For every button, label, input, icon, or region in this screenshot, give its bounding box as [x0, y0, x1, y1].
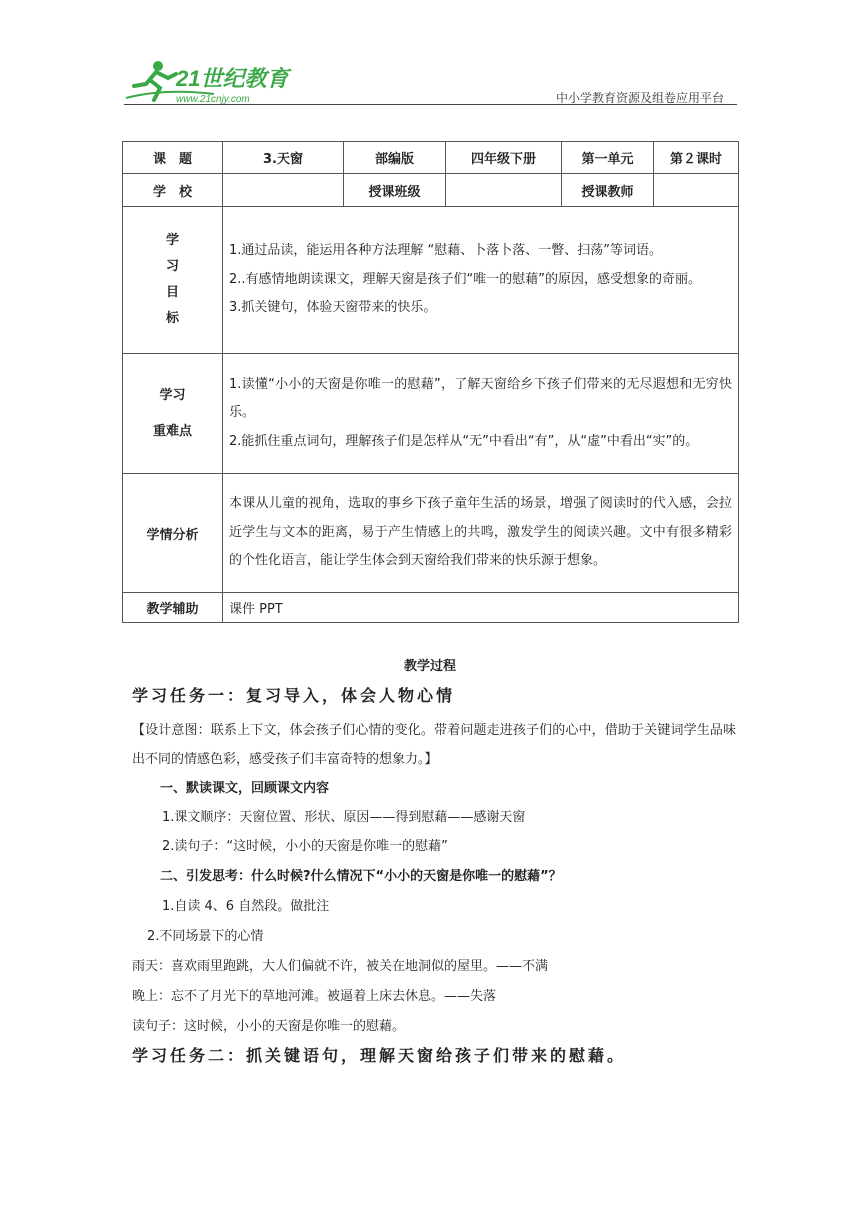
goals-content — [223, 207, 739, 354]
cell-teacher-label: 授课教师 — [562, 174, 654, 207]
site-logo — [124, 58, 294, 108]
aid-label: 教学辅助 — [123, 593, 223, 623]
aid-content: 课件 PPT — [223, 593, 739, 623]
key-points-content — [223, 354, 739, 474]
scene-night: 晚上：忘不了月光下的草地河滩。被逼着上床去休息。——失落 — [132, 989, 497, 1004]
step-two-item: 1.自读 4、6 自然段。做批注 — [162, 899, 330, 914]
cell-grade: 四年级下册 — [446, 142, 562, 174]
cell-edition: 部编版 — [344, 142, 446, 174]
read-sentence: 读句子：这时候，小小的天窗是你唯一的慰藉。 — [132, 1019, 406, 1034]
step-one-heading: 一、默读课文，回顾课文内容 — [160, 781, 330, 796]
task-one-heading: 学习任务一：复习导入，体会人物心情 — [132, 686, 456, 705]
cell-school-label: 学 校 — [123, 174, 223, 207]
table-row — [123, 174, 739, 207]
analysis-content: 本课从儿童的视角，选取的事乡下孩子童年生活的场景，增强了阅读时的代入感，会拉近学生与文本的距离，易于产生情感上的共鸣，激发学生的阅读兴趣。文中有很多精彩的个性化语言，能让学生体会到天窗给我们带来的快乐源于想象。 — [223, 474, 739, 593]
goals-label: 学 习 目 标 — [123, 207, 223, 354]
cell-topic-label: 课 题 — [123, 142, 223, 174]
cell-teacher-value — [654, 174, 739, 207]
analysis-label: 学情分析 — [123, 474, 223, 593]
goal-item: 3.抓关键句，体验天窗带来的快乐。 — [229, 300, 437, 316]
cell-school-value — [223, 174, 344, 207]
table-row — [123, 207, 739, 354]
table-row — [123, 474, 739, 593]
cell-class-label: 授课班级 — [344, 174, 446, 207]
step-one-item: 1.课文顺序：天窗位置、形状、原因——得到慰藉——感谢天窗 — [162, 810, 526, 825]
cell-period: 第２课时 — [654, 142, 739, 174]
key-point-item: 2.能抓住重点词句，理解孩子们是怎样从“无”中看出“有”，从“虚”中看出“实”的。 — [229, 433, 699, 449]
table-row — [123, 354, 739, 474]
key-points-label: 学习 重难点 — [123, 354, 223, 474]
scene-rain: 雨天：喜欢雨里跑跳，大人们偏就不许，被关在地洞似的屋里。——不满 — [132, 959, 549, 974]
logo-main-text: 21世纪教育 — [176, 66, 289, 91]
goal-item: 2..有感情地朗读课文，理解天窗是孩子们“唯一的慰藉”的原因，感受想象的奇丽。 — [229, 271, 702, 287]
goal-item: 1.通过品读，能运用各种方法理解 “慰藉、卜落卜落、一瞥、扫荡”等词语。 — [229, 243, 663, 259]
key-point-item: 1.读懂“小小的天窗是你唯一的慰藉”，了解天窗给乡下孩子们带来的无尽遐想和无穷快乐。 — [229, 376, 732, 421]
design-intent: 【设计意图：联系上下文，体会孩子们心情的变化。带着问题走进孩子们的心中，借助于关键词学生品味出不同的情感色彩，感受孩子们丰富奇特的想象力。】 — [132, 723, 736, 767]
cell-class-value — [446, 174, 562, 207]
header-divider — [124, 104, 737, 105]
logo-url-text: www.21cnjy.com — [176, 94, 250, 105]
process-title: 教学过程 — [403, 659, 456, 674]
platform-name: 中小学教育资源及组卷应用平台 — [555, 91, 724, 105]
step-two-item: 2.不同场景下的心情 — [147, 929, 264, 944]
task-two-heading: 学习任务二：抓关键语句，理解天窗给孩子们带来的慰藉。 — [132, 1046, 627, 1065]
lesson-plan-table — [122, 141, 739, 623]
cell-unit: 第一单元 — [562, 142, 654, 174]
table-row — [123, 593, 739, 623]
step-two-heading: 二、引发思考：什么时候?什么情况下“小小的天窗是你唯一的慰藉”？ — [160, 869, 562, 884]
cell-topic-value: 3.天窗 — [223, 142, 344, 174]
step-one-item: 2.读句子：“这时候，小小的天窗是你唯一的慰藉” — [162, 839, 448, 854]
table-row — [123, 142, 739, 174]
